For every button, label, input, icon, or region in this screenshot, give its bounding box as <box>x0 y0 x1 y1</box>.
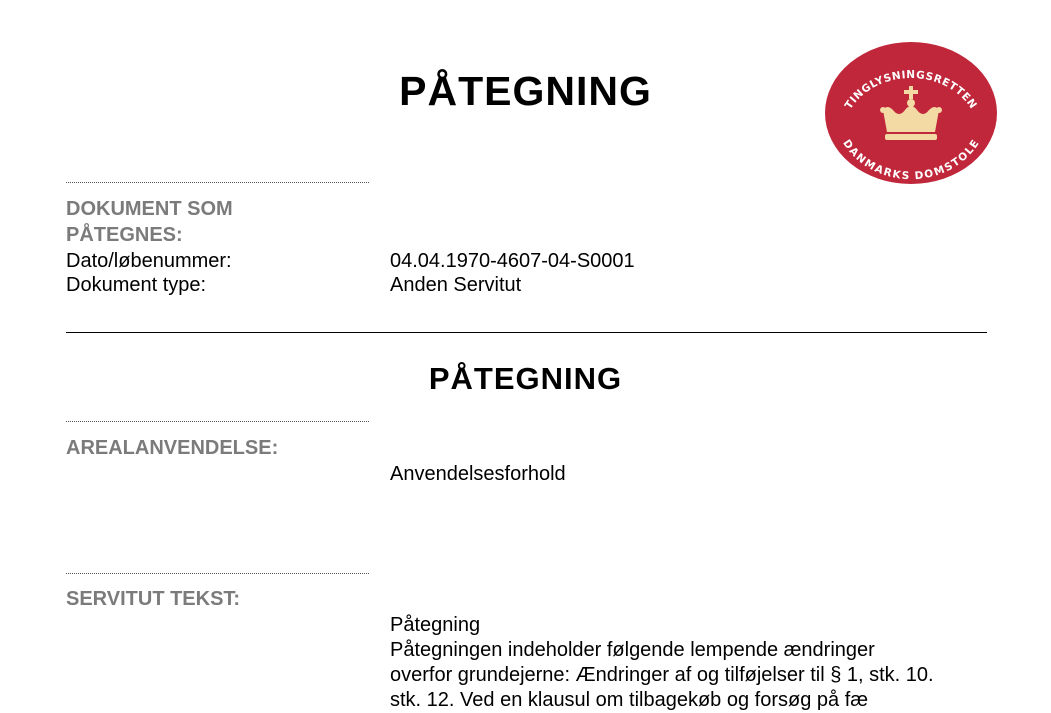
servitut-text-line: overfor grundejerne: Ændringer af og tilføjelser til § 1, stk. 10. <box>390 664 934 686</box>
servitut-text-block <box>390 613 1010 713</box>
section-divider-dotted <box>66 573 369 574</box>
section-divider-dotted <box>66 182 369 183</box>
servitut-text-line: stk. 12. Ved en klausul om tilbagekøb og forsøg på fæ <box>390 689 869 711</box>
section-heading-line: DOKUMENT SOM <box>66 198 233 220</box>
field-value-dato: 04.04.1970-4607-04-S0001 <box>390 250 635 272</box>
section-heading-arealanvendelse: AREALANVENDELSE: <box>66 437 279 459</box>
field-label-dato: Dato/løbenummer: <box>66 250 232 272</box>
field-label-dokument-type: Dokument type: <box>66 274 207 296</box>
servitut-text-line: Påtegningen indeholder følgende lempende ændringer <box>390 639 875 661</box>
section-title: PÅTEGNING <box>428 361 623 396</box>
field-value-dokument-type: Anden Servitut <box>390 274 522 296</box>
section-heading-line: PÅTEGNES: <box>66 224 183 246</box>
section-heading-dokument <box>66 196 233 248</box>
servitut-text-line: Påtegning <box>390 614 481 636</box>
tinglysningsretten-seal-logo <box>823 40 999 186</box>
section-divider-dotted <box>66 421 369 422</box>
page-title: PÅTEGNING <box>399 68 652 114</box>
svg-text:DANMARKS DOMSTOLE: DANMARKS DOMSTOLE <box>840 137 982 183</box>
section-heading-servitut: SERVITUT TEKST: <box>66 588 241 610</box>
svg-text:TINGLYSNINGSRETTEN: TINGLYSNINGSRETTEN <box>842 68 980 112</box>
section-divider-solid <box>66 332 987 333</box>
field-value-arealanvendelse: Anvendelsesforhold <box>390 463 566 485</box>
